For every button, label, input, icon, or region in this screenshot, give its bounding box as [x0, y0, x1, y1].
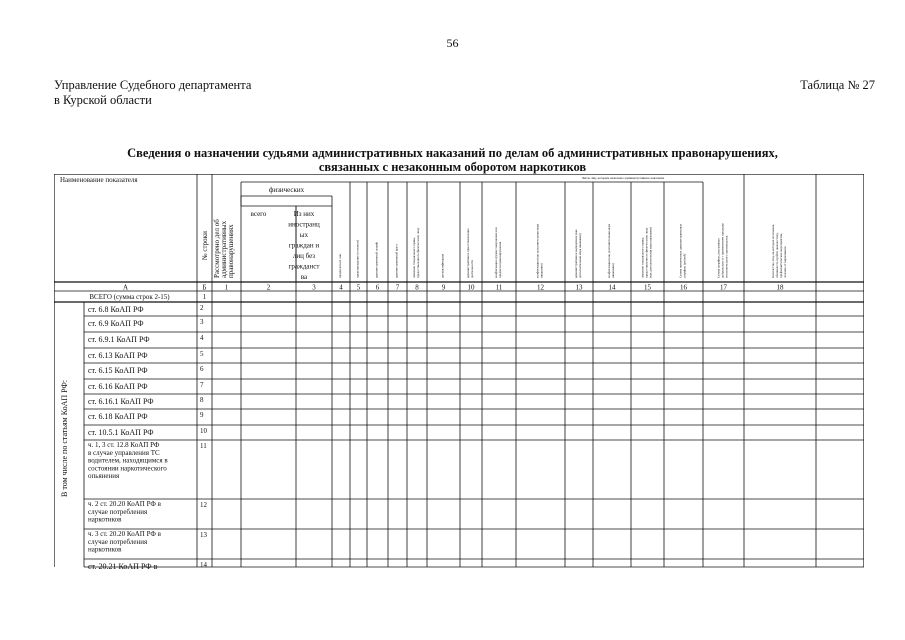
- row-label: опьянения: [88, 472, 120, 481]
- column-header-vertical: юридических лиц: [338, 253, 342, 278]
- column-header-cases: Рассмотрено дел об: [213, 219, 221, 278]
- column-header-foreign: Из них: [293, 210, 315, 218]
- column-header-vertical: штрафов (рублей): [682, 253, 687, 278]
- column-header-vertical: предоставленного физическому лицу: [644, 227, 649, 278]
- column-number: 10: [467, 283, 475, 292]
- org-line-2: в Курской области: [54, 93, 152, 107]
- row-label: случае потребления: [88, 507, 148, 516]
- column-header-vertical: Количество лиц, на которых возложена: [771, 224, 775, 278]
- column-number: 7: [395, 283, 400, 292]
- column-header-row-number: № строки: [201, 231, 209, 260]
- column-number: 11: [495, 283, 503, 292]
- organization-name: [54, 78, 251, 108]
- row-label: ст. 6.16.1 КоАП РФ: [88, 397, 154, 406]
- column-header-foreign: ва: [300, 273, 308, 281]
- org-line-1: Управление Судебного департамента: [54, 78, 252, 92]
- row-label: ст. 20.21 КоАП РФ в: [88, 562, 158, 571]
- column-header-foreign: лиц без: [292, 252, 316, 260]
- column-number: 6: [375, 283, 380, 292]
- column-header-vertical: предупреждение (основное): [355, 239, 360, 278]
- row-number: 12: [200, 501, 207, 509]
- row-label: ст. 6.18 КоАП РФ: [88, 412, 148, 421]
- column-header-vertical: административный арест: [394, 243, 399, 278]
- row-number: 2: [200, 304, 204, 312]
- column-header-foreign: иностранц: [288, 220, 320, 229]
- column-number: 3: [312, 283, 316, 292]
- column-header-vertical: конфискация орудия совершения или: [494, 227, 498, 278]
- column-header-vertical: дополнительная мера наказания): [578, 233, 582, 278]
- column-number: 2: [266, 283, 271, 292]
- row-number: 6: [200, 365, 204, 373]
- column-number: 14: [608, 283, 616, 292]
- row-label: ст. 6.13 КоАП РФ: [88, 351, 148, 360]
- row-number: 10: [200, 427, 207, 435]
- column-header-vertical: Сумма назначенных административных: [678, 223, 683, 278]
- column-header-foreign: гражданст: [288, 262, 320, 271]
- row-label: наркотиков: [88, 515, 122, 524]
- column-header-vertical: дисквалификация: [440, 253, 445, 278]
- column-header-vertical: обязанность пройти диагностику,: [775, 232, 779, 278]
- column-header-vertical: конфискация (как дополнительная мера: [607, 224, 611, 278]
- side-label: В том числе по статьям КоАП РФ:: [60, 379, 69, 497]
- row-label: ст. 6.8 КоАП РФ: [88, 305, 144, 314]
- column-number: 17: [720, 283, 727, 292]
- row-label: случае потребления: [88, 537, 148, 546]
- column-header-vertical: лечение от наркомании: [783, 246, 787, 278]
- column-header-vertical: административное выдворение (как: [574, 229, 578, 278]
- row-label: ст. 6.9 КоАП РФ: [88, 319, 144, 328]
- column-number: 4: [339, 283, 343, 292]
- column-number: 1: [224, 283, 229, 292]
- report-title: [0, 146, 905, 174]
- total-row-number: 1: [202, 293, 207, 301]
- column-header-vertical: Сумма штрафов, взысканных: [716, 238, 721, 278]
- row-label: водителем, находящимся в: [88, 456, 168, 465]
- report-table: [54, 174, 864, 574]
- table-number: Таблица № 27: [800, 78, 875, 92]
- row-number: 5: [200, 350, 204, 358]
- row-number: 8: [200, 396, 204, 404]
- column-header-vertical: предмета правонарушения: [498, 241, 502, 278]
- row-label: ч. 1, 3 ст. 12.8 КоАП РФ: [88, 441, 160, 449]
- column-header-vertical: профилактические мероприятия,: [779, 233, 783, 278]
- column-header-vertical: наказания): [611, 263, 615, 278]
- row-number: 4: [200, 334, 204, 342]
- column-header-vertical: конфискация (как дополнительная мера: [535, 224, 540, 278]
- column-header-vertical: административное приостановление: [466, 228, 470, 278]
- column-number: 18: [776, 283, 784, 292]
- column-header-cases: правонарушениях: [227, 224, 235, 278]
- row-number: 13: [200, 531, 207, 539]
- row-number: 7: [200, 381, 204, 389]
- column-header-foreign: ых: [299, 231, 309, 239]
- row-number: 11: [200, 442, 207, 450]
- title-line-2: связанных с незаконным оборотом наркотиков: [318, 160, 587, 174]
- column-number: А: [122, 283, 129, 292]
- column-number: 5: [356, 283, 361, 292]
- row-number: 3: [200, 318, 204, 326]
- column-header-vertical: лишение специального права,: [412, 237, 416, 278]
- total-row-label: ВСЕГО (сумма строк 2-15): [89, 293, 170, 301]
- report-table-grid: [54, 174, 864, 574]
- column-header-vertical: деятельности: [470, 259, 474, 278]
- column-header-vertical: предоставленного физическому лицу: [416, 227, 420, 278]
- row-label: наркотиков: [88, 545, 122, 554]
- row-label: ч. 3 ст. 20.20 КоАП РФ в: [88, 530, 161, 538]
- column-header-vertical: добровольно и с применением процедур: [720, 223, 725, 278]
- column-header-vertical: административный штраф: [374, 242, 379, 278]
- page-number: 56: [446, 36, 459, 50]
- column-header-group: Число лиц, которым назначено административное наказание: [581, 176, 665, 180]
- row-label: ст. 10.5.1 КоАП РФ: [88, 428, 154, 437]
- column-number: 16: [680, 283, 687, 292]
- column-number: 12: [537, 283, 544, 292]
- row-label: ст. 6.9.1 КоАП РФ: [88, 335, 150, 344]
- row-number: 9: [200, 411, 204, 419]
- column-header-vertical: лишение специального права,: [640, 237, 645, 278]
- column-number: 13: [575, 283, 583, 292]
- column-header-cases: административных: [220, 220, 228, 278]
- column-header-vertical: наказания): [539, 263, 544, 278]
- column-header-name: Наименование показателя: [60, 176, 138, 184]
- row-number: 14: [200, 561, 207, 569]
- column-number: 9: [441, 283, 446, 292]
- row-label: ст. 6.16 КоАП РФ: [88, 382, 148, 391]
- row-label: в случае управления ТС: [88, 448, 160, 457]
- row-label: ч. 2 ст. 20.20 КоАП РФ в: [88, 500, 161, 508]
- row-label: ст. 6.15 КоАП РФ: [88, 366, 148, 375]
- column-number: 8: [415, 283, 419, 292]
- column-number: 15: [644, 283, 651, 292]
- column-header-foreign: граждан и: [288, 241, 320, 250]
- column-number: Б: [202, 283, 207, 292]
- column-header-physical: физических: [268, 186, 305, 194]
- row-label: состоянии наркотического: [88, 464, 167, 473]
- column-header-vertical: (как дополнительная мера наказания): [648, 227, 653, 278]
- column-header-all: всего: [250, 210, 267, 218]
- column-header-vertical: исполнительного производства: [724, 235, 729, 278]
- title-line-1: Сведения о назначении судьями административных наказаний по делам об административных правонарушениях,: [127, 146, 778, 160]
